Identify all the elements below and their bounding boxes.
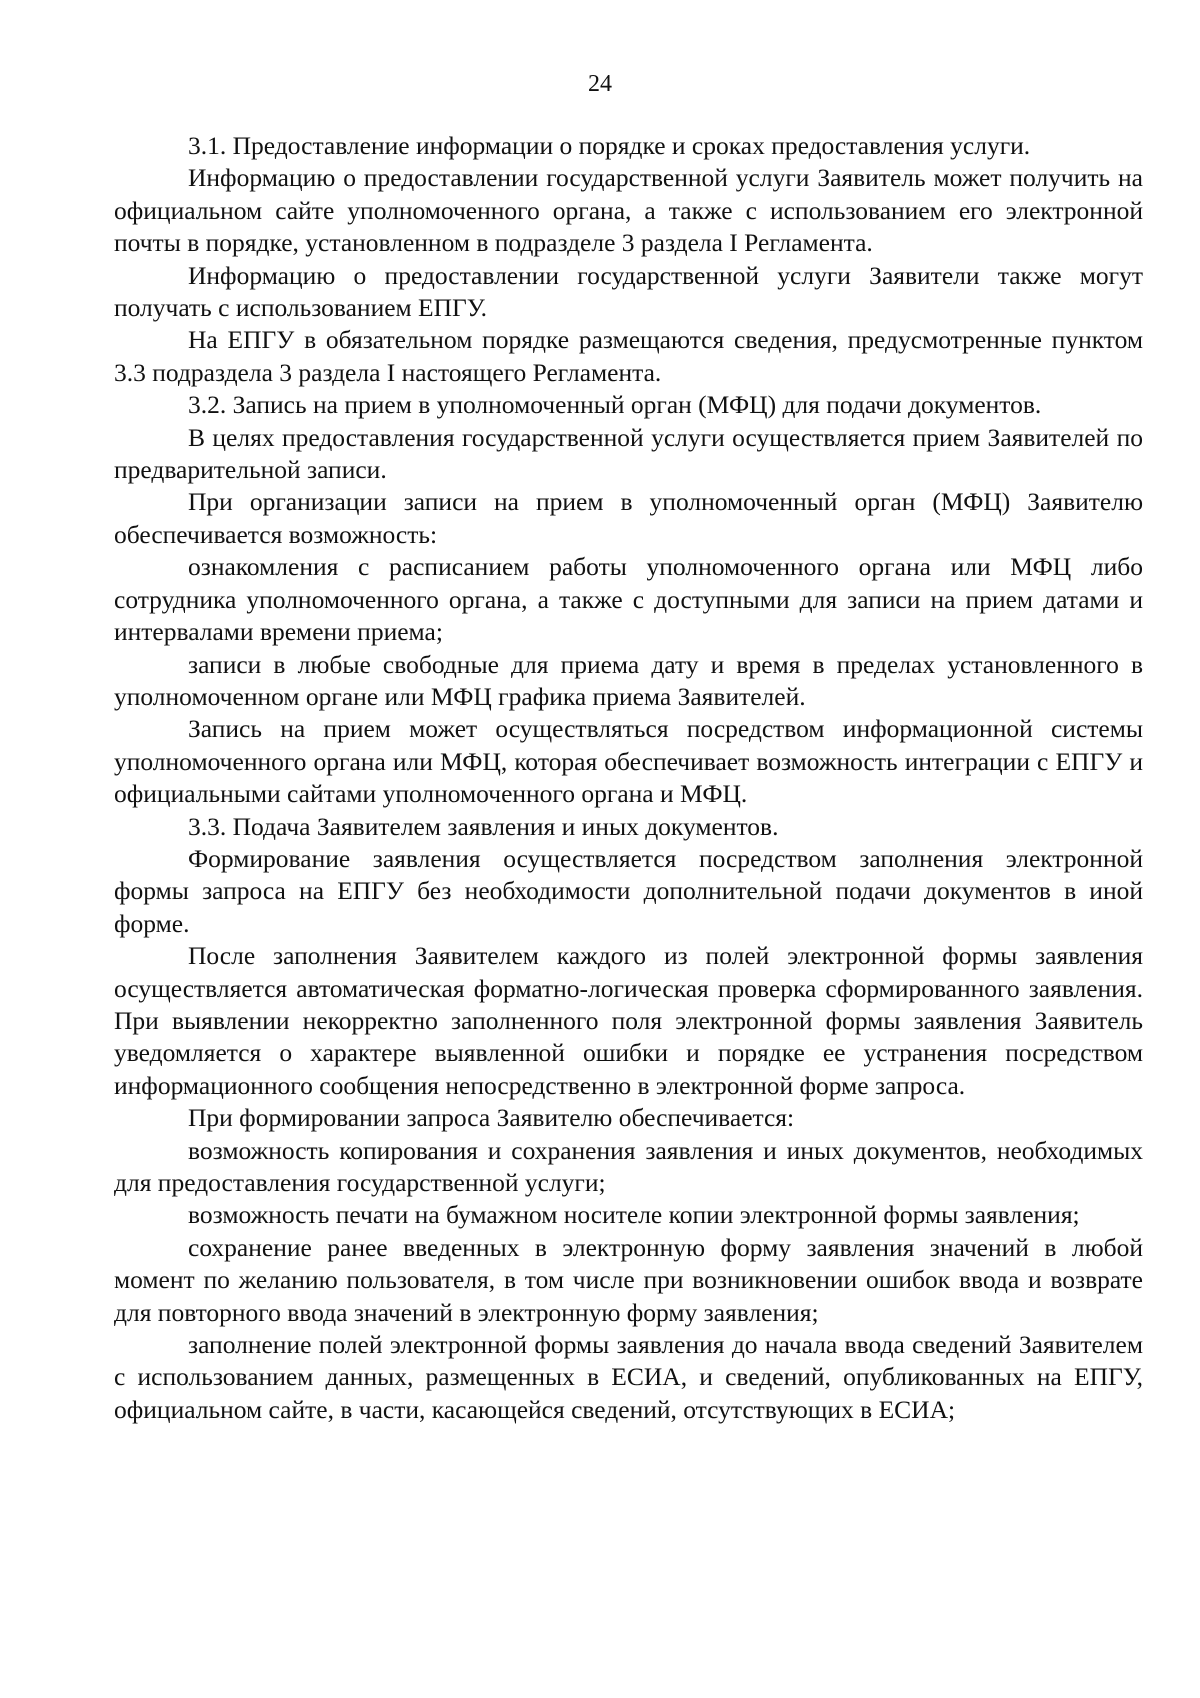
paragraph: Информацию о предоставлении государственной услуги Заявитель может получить на официальном сайте уполномоченного органа, а также с использованием его электронной почты в порядке, установленном в подразделе 3 раздела I Регламента. — [114, 163, 1143, 258]
paragraph: Запись на прием может осуществляться посредством информационной системы уполномоченного органа или МФЦ, которая обеспечивает возможность интеграции с ЕПГУ и официальными сайтами уполномоченного органа и МФЦ. — [114, 714, 1143, 809]
paragraph: После заполнения Заявителем каждого из полей электронной формы заявления осуществляется автоматическая форматно-логическая проверка сформированного заявления. При выявлении некорректно заполненного поля электронной формы заявления Заявитель уведомляется о характере выявленной ошибки и порядке ее устранения посредством информационного сообщения непосредственно в электронной форме запроса. — [114, 941, 1143, 1100]
paragraph: Формирование заявления осуществляется посредством заполнения электронной формы запроса на ЕПГУ без необходимости дополнительной подачи документов в иной форме. — [114, 843, 1143, 938]
section-heading-3-1: 3.1. Предоставление информации о порядке и сроках предоставления услуги. — [188, 131, 1031, 160]
list-item: возможность копирования и сохранения заявления и иных документов, необходимых для предоставления государственной услуги; — [114, 1135, 1143, 1197]
section-heading-3-2: 3.2. Запись на прием в уполномоченный орган (МФЦ) для подачи документов. — [188, 390, 1042, 420]
paragraph: Информацию о предоставлении государственной услуги Заявители также могут получать с использованием ЕПГУ. — [114, 260, 1143, 323]
paragraph: На ЕПГУ в обязательном порядке размещаются сведения, предусмотренные пунктом 3.3 подраздела 3 раздела I настоящего Регламента. — [114, 325, 1143, 387]
document-body — [114, 130, 1143, 1426]
list-item: ознакомления с расписанием работы уполномоченного органа или МФЦ либо сотрудника уполномоченного органа, а также с доступными для записи на прием датами и интервалами времени приема; — [114, 552, 1143, 647]
section-heading-3-3: 3.3. Подача Заявителем заявления и иных документов. — [188, 811, 779, 841]
list-item: сохранение ранее введенных в электронную форму заявления значений в любой момент по желанию пользователя, в том числе при возникновении ошибок ввода и возврате для повторного ввода значений в электронную форму заявления; — [114, 1232, 1143, 1327]
paragraph: При организации записи на прием в уполномоченный орган (МФЦ) Заявителю обеспечивается возможность: — [114, 487, 1143, 549]
list-item: записи в любые свободные для приема дату и время в пределах установленного в уполномоченном органе или МФЦ графика приема Заявителей. — [114, 649, 1143, 711]
paragraph: В целях предоставления государственной услуги осуществляется прием Заявителей по предварительной записи. — [114, 422, 1143, 485]
paragraph: При формировании запроса Заявителю обеспечивается: — [188, 1103, 795, 1133]
list-item: возможность печати на бумажном носителе копии электронной формы заявления; — [188, 1200, 1080, 1230]
list-item: заполнение полей электронной формы заявления до начала ввода сведений Заявителем с использованием данных, размещенных в ЕСИА, и сведений, опубликованных на ЕПГУ, официальном сайте, в части, касающейся сведений, отсутствующих в ЕСИА; — [114, 1330, 1143, 1424]
page-number: 24 — [588, 71, 612, 97]
